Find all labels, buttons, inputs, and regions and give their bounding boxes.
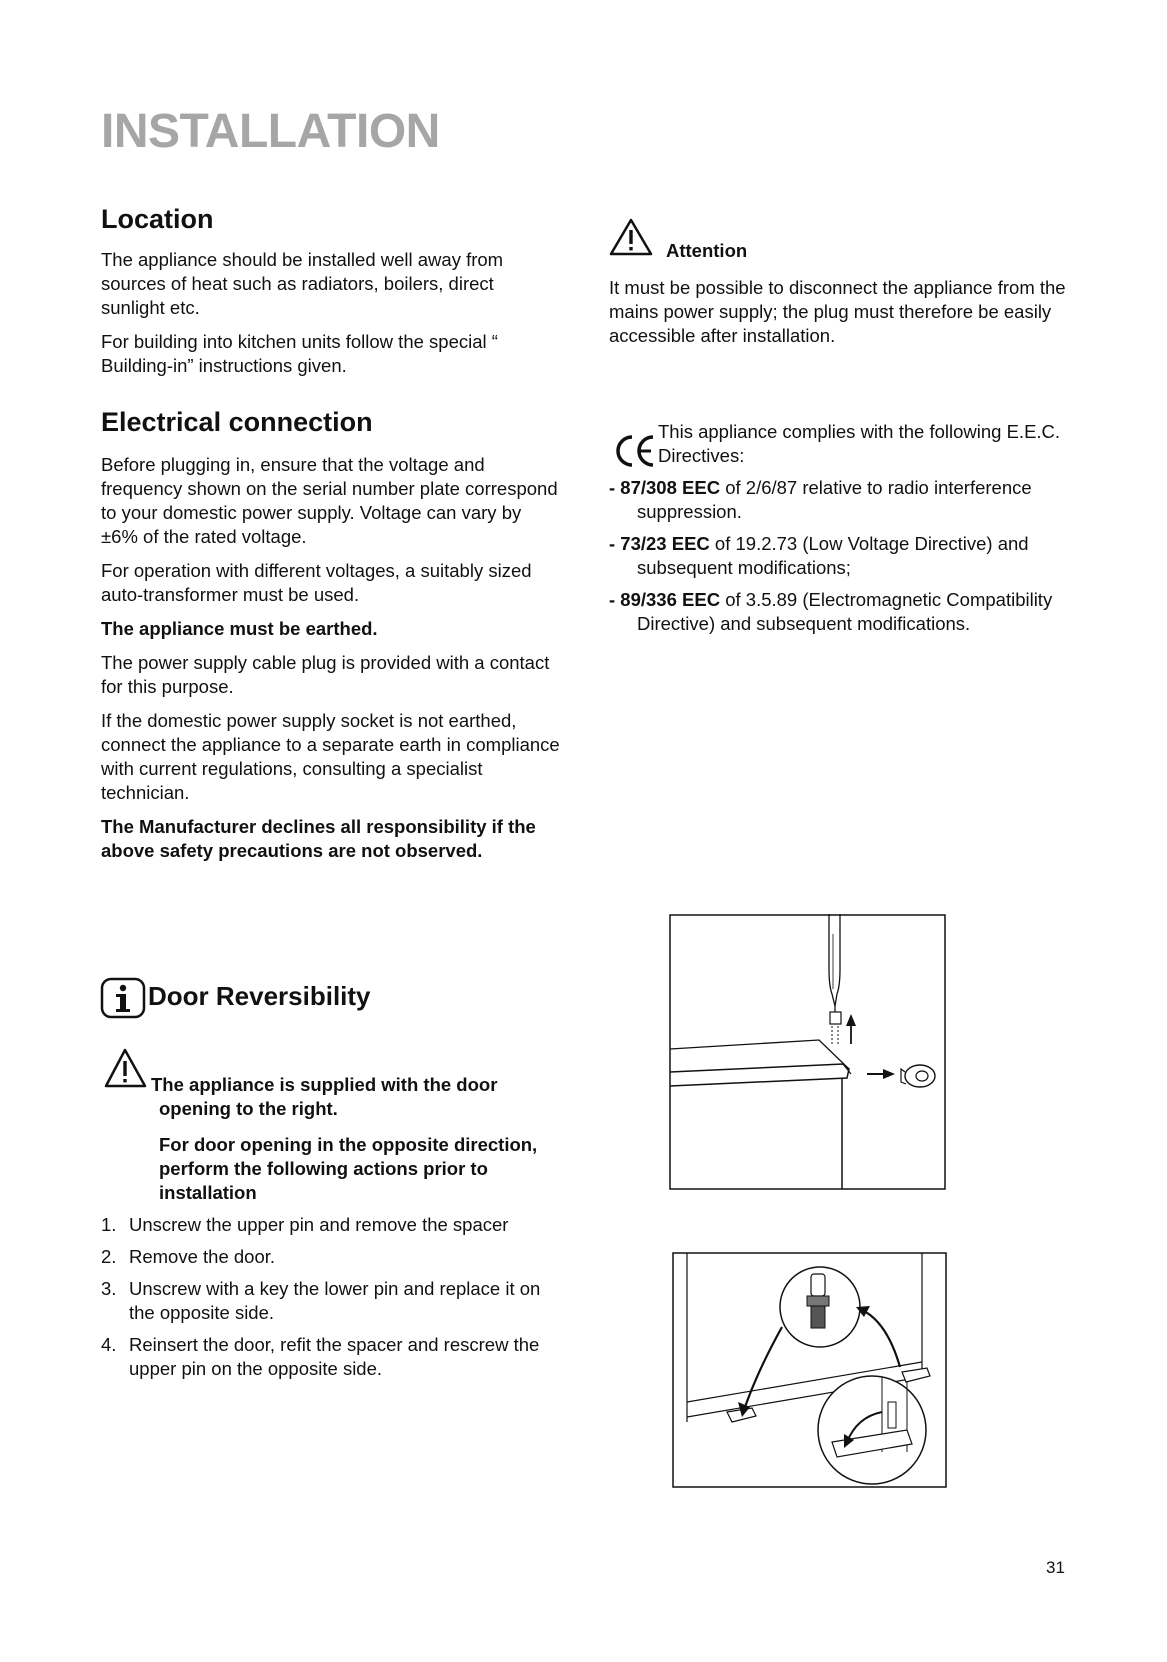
door-reversibility-heading: Door Reversibility xyxy=(148,981,371,1011)
list-item xyxy=(101,1245,561,1269)
directive-code: - 89/336 EEC xyxy=(609,589,721,610)
electrical-paragraph: If the domestic power supply socket is not earthed, connect the appliance to a separate earth in compliance with current regulations, consulting a specialist technician. xyxy=(101,710,560,803)
step-number: 3. xyxy=(101,1278,117,1299)
attention-body xyxy=(609,276,1074,358)
door-steps xyxy=(101,1213,561,1389)
upper-pin-illustration xyxy=(669,914,946,1190)
directive-code: - 73/23 EEC xyxy=(609,533,710,554)
attention-text: It must be possible to disconnect the appliance from the mains power supply; the plug must therefore be easily accessible after installation. xyxy=(609,277,1066,346)
location-heading: Location xyxy=(101,204,214,234)
directives-list xyxy=(609,476,1079,644)
lower-pin-illustration xyxy=(672,1252,947,1488)
attention-label: Attention xyxy=(666,240,748,261)
directive-code: - 87/308 EEC xyxy=(609,477,721,498)
compliance-intro: This appliance complies with the following E.E.C. Directives: xyxy=(658,421,1061,466)
door-warning-text: The appliance is supplied with the door opening to the right. xyxy=(151,1074,498,1119)
electrical-paragraph: Before plugging in, ensure that the voltage and frequency shown on the serial number plate correspond to your domestic power supply. Voltage can vary by ±6% of the rated voltage. xyxy=(101,454,558,547)
list-item xyxy=(101,1213,561,1237)
warning-triangle-icon xyxy=(104,1048,150,1090)
directive-text: of 19.2.73 (Low Voltage Directive) and subsequent modifications; xyxy=(637,533,1029,578)
step-number: 4. xyxy=(101,1334,117,1355)
location-paragraph: For building into kitchen units follow the special “ Building-in” instructions given. xyxy=(101,331,498,376)
page-number: 31 xyxy=(1046,1558,1065,1577)
electrical-paragraph: The power supply cable plug is provided with a contact for this purpose. xyxy=(101,652,550,697)
location-body xyxy=(101,248,561,388)
directive-item xyxy=(609,476,1079,524)
step-number: 1. xyxy=(101,1214,117,1235)
info-icon xyxy=(100,977,146,1019)
directive-text: of 3.5.89 (Electromagnetic Compatibility Directive) and subsequent modifications. xyxy=(637,589,1053,634)
electrical-heading: Electrical connection xyxy=(101,407,373,437)
list-item xyxy=(101,1277,561,1325)
step-text: Unscrew the upper pin and remove the spacer xyxy=(129,1214,509,1235)
step-text: Unscrew with a key the lower pin and replace it on the opposite side. xyxy=(129,1278,541,1323)
directive-item xyxy=(609,588,1079,636)
door-warning-text: For door opening in the opposite direction, perform the following actions prior to installation xyxy=(159,1134,538,1203)
location-paragraph: The appliance should be installed well away from sources of heat such as radiators, boilers, direct sunlight etc. xyxy=(101,249,504,318)
list-item xyxy=(101,1333,561,1381)
directive-text: of 2/6/87 relative to radio interference suppression. xyxy=(637,477,1032,522)
earthed-notice: The appliance must be earthed. xyxy=(101,618,378,639)
page-title: INSTALLATION xyxy=(101,105,440,158)
door-warning xyxy=(151,1073,571,1217)
step-text: Reinsert the door, refit the spacer and rescrew the upper pin on the opposite side. xyxy=(129,1334,540,1379)
electrical-body xyxy=(101,453,561,873)
step-text: Remove the door. xyxy=(129,1246,276,1267)
directive-item xyxy=(609,532,1079,580)
manufacturer-disclaimer: The Manufacturer declines all responsibility if the above safety precautions are not observed. xyxy=(101,816,536,861)
warning-triangle-icon xyxy=(608,217,654,257)
ce-mark-icon xyxy=(613,432,657,470)
electrical-paragraph: For operation with different voltages, a suitably sized auto-transformer must be used. xyxy=(101,560,532,605)
step-number: 2. xyxy=(101,1246,117,1267)
